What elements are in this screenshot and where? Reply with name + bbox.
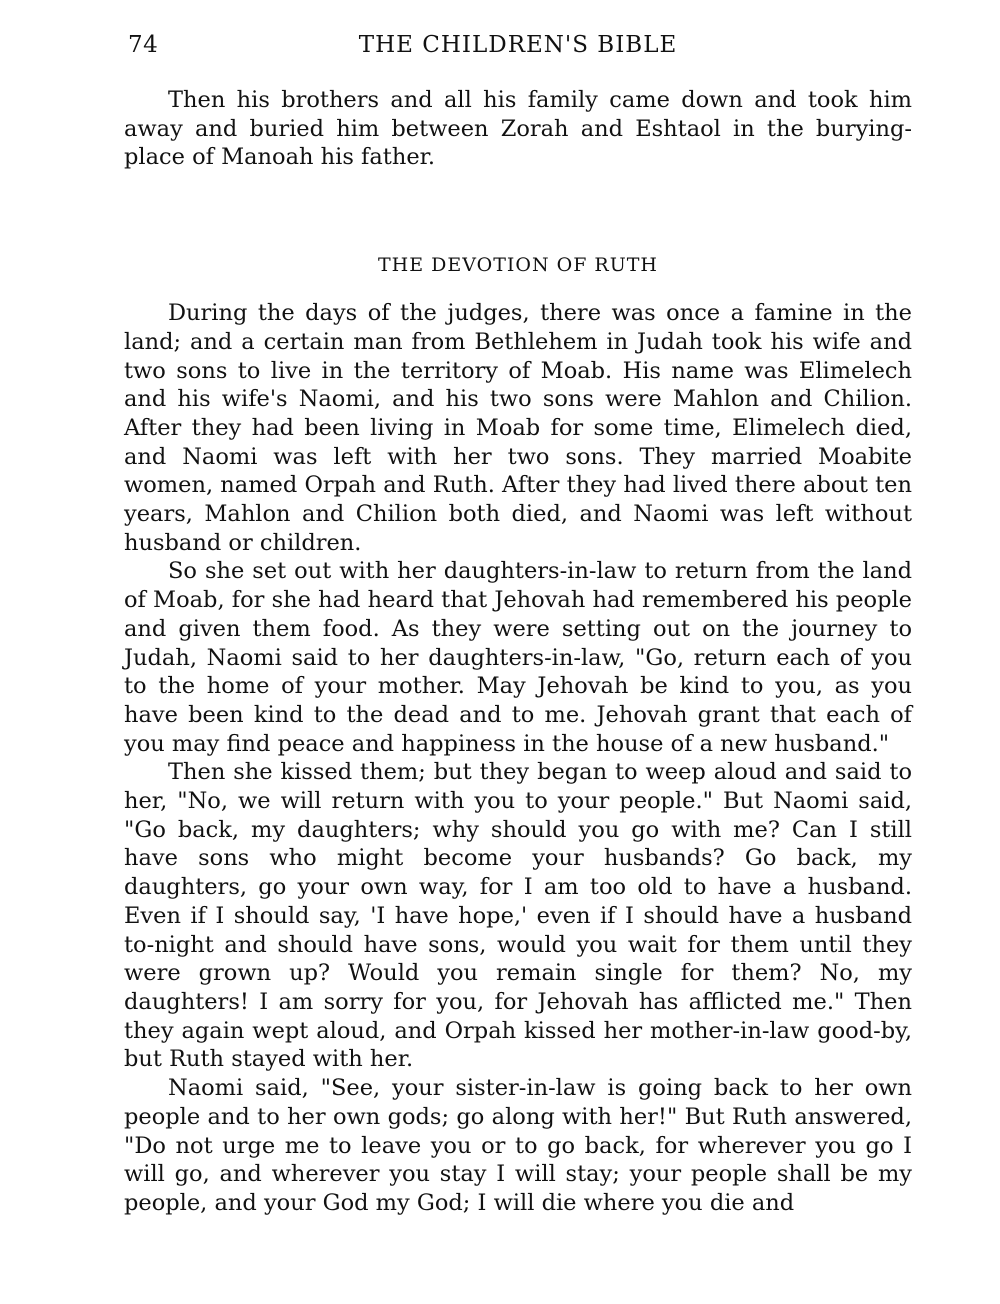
section-title: THE DEVOTION OF RUTH — [378, 254, 658, 277]
paragraph-journey: So she set out with her daughters-in-law to return from the land of Moab, for she had heard that Jehovah had remembered his people and given them food. As they were setting out on the journey to Judah, Naomi said to her daughters-in-law, "Go, return each of you to the home of your mother. May Jehovah be kind to you, as you have been kind to the dead and to me. Jehovah grant that each of you may find peace and happiness in the house of a new husband." — [124, 558, 912, 757]
paragraph-famine: During the days of the judges, there was once a famine in the land; and a certain man from Bethlehem in Judah took his wife and two sons to live in the territory of Moab. His name was Elimelech and his wife's Naomi, and his two sons were Mahlon and Chilion. After they had been living in Moab for some time, Elimelech died, and Naomi was left with her two sons. They married Moabite women, named Orpah and Ruth. After they had lived there about ten years, Mahlon and Chilion both died, and Naomi was left without husband or children. — [124, 300, 912, 556]
opening-paragraph: Then his brothers and all his family came down and took him away and buried him between Zorah and Eshtaol in the burying-place of Manoah his father. — [124, 87, 912, 171]
running-head — [124, 26, 912, 66]
paragraph-ruth-answer: Naomi said, "See, your sister-in-law is going back to her own people and to her own gods; go along with her!" But Ruth answered, "Do not urge me to leave you or to go back, for wherever you go I will go, and wherever you stay I will stay; your people shall be my people, and your God my God; I will die where you die and — [124, 1075, 912, 1216]
running-title: THE CHILDREN'S BIBLE — [358, 32, 678, 58]
book-page — [124, 26, 912, 1218]
paragraph-weeping: Then she kissed them; but they began to weep aloud and said to her, "No, we will return with you to your people." But Naomi said, "Go back, my daughters; why should you go with me? Can I still have sons who might become your husbands? Go back, my daughters, go your own way, for I am too old to have a husband. Even if I should say, 'I have hope,' even if I should have a husband to-night and should have sons, would you wait for them until they were grown up? Would you remain single for them? No, my daughters! I am sorry for you, for Jehovah has afflicted me." Then they again wept aloud, and Orpah kissed her mother-in-law good-by, but Ruth stayed with her. — [124, 759, 912, 1073]
page-number: 74 — [128, 32, 159, 58]
